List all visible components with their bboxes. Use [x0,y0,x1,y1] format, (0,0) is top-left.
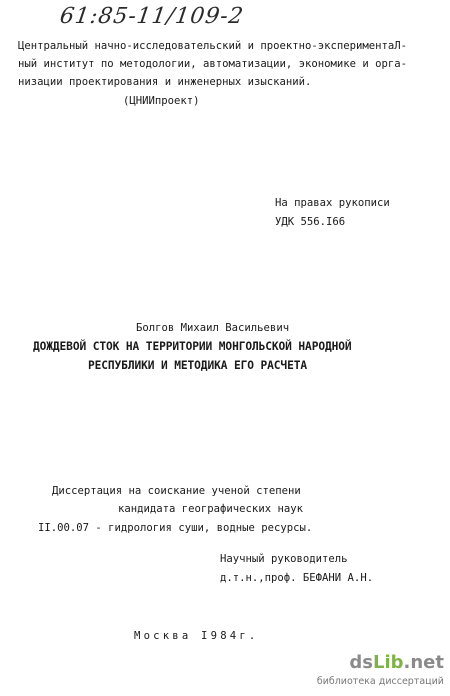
udc-code: УДК 556.I66 [275,216,346,228]
dslib-watermark [316,652,444,692]
dissertation-title-line-1: ДОЖДЕВОЙ СТОК НА ТЕРРИТОРИИ МОНГОЛЬСКОЙ НАРОДНОЙ [33,340,352,353]
author-name: Болгов Михаил Васильевич [136,322,290,334]
dissertation-title-line-2: РЕСПУБЛИКИ И МЕТОДИКА ЕГО РАСЧЕТА [88,359,307,372]
institute-line-3: низации проектирования и инженерных изысканий. [18,76,312,88]
institute-abbreviation: (ЦНИИпроект) [123,95,200,107]
supervisor-label: Научный руководитель [220,553,348,565]
handwritten-shelf-code: 61:85-11/109-2 [58,4,246,29]
degree-line-2: кандидата географических наук [118,503,303,515]
place-year: Москва I984г. [134,630,259,642]
institute-line-2: ный институт по методологии, автоматизации, экономике и орга- [18,58,408,70]
supervisor-name: д.т.н.,проф. БЕФАНИ А.Н. [220,572,374,584]
specialty-code: II.00.07 - гидрология суши, водные ресурсы. [38,522,313,534]
dslib-logo: dsLib.net [349,652,444,673]
institute-line-1: Центральный начно-исследовательский и проектно-экспериментаЛ- [18,40,408,52]
degree-line-1: Диссертация на соискание ученой степени [52,485,301,497]
manuscript-rights: На правах рукописи [275,197,390,209]
dslib-subtitle: библиотека диссертаций [316,676,444,687]
